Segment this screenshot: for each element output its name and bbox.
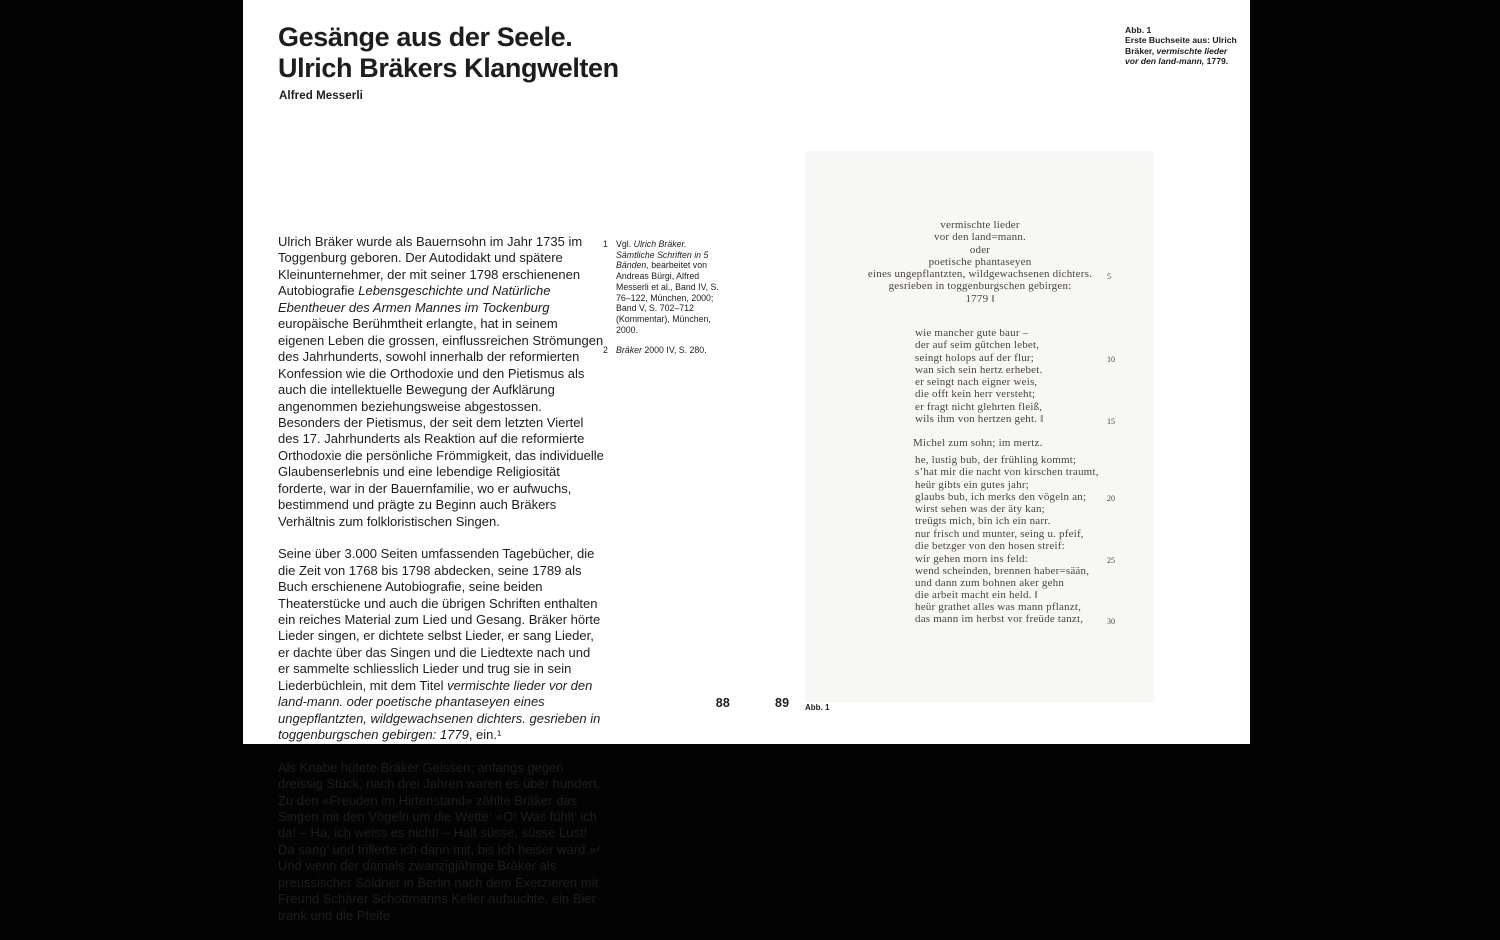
poem-line-text: vermischte lieder bbox=[940, 219, 1020, 231]
poem-line-text: wend scheinden, brennen haber=sään, bbox=[915, 564, 1090, 577]
poem-line-text: er fragt nicht glehrten fleiß, bbox=[915, 400, 1043, 413]
footnote bbox=[603, 345, 725, 356]
poem-line-text: treügts mich, bin ich ein narr. bbox=[915, 515, 1051, 528]
caption-line bbox=[1125, 56, 1257, 66]
text-run: , ein.¹ bbox=[468, 727, 502, 743]
figure-label: Abb. 1 bbox=[805, 703, 830, 712]
poem-line bbox=[915, 528, 1089, 540]
italic-text-run: vermischte lieder bbox=[1156, 45, 1228, 56]
poem-line-text: wils ihm von hertzen geht. ‖ bbox=[915, 413, 1044, 426]
poem-line-text: eines ungepflantzten, wildgewachsenen dichters. bbox=[867, 268, 1093, 281]
poem-line bbox=[915, 339, 1043, 351]
poem-line-text: die offt kein herr versteht; bbox=[915, 388, 1036, 401]
poem-line-text: der auf seim gütchen lebet, bbox=[915, 339, 1040, 352]
poem-line-number: 10 bbox=[1107, 355, 1115, 365]
poem-line bbox=[915, 388, 1043, 400]
page-number-left: 88 bbox=[715, 696, 730, 710]
text-run: Bräker, bbox=[1125, 45, 1157, 56]
article-title bbox=[278, 22, 619, 84]
poem-line-text: he, lustig bub, der frühling kommt; bbox=[915, 454, 1077, 466]
italic-text-run: vor den land-mann, bbox=[1125, 55, 1205, 66]
poem-line-text: das mann im herbst vor freüde tanzt, bbox=[915, 613, 1084, 626]
poem-line-number: 5 bbox=[1107, 271, 1111, 281]
poem-line bbox=[915, 479, 1099, 491]
poem-stanza bbox=[915, 327, 1115, 426]
poem-line-text: wirst sehen was der äty kan; bbox=[915, 503, 1045, 516]
poem-line bbox=[915, 401, 1043, 413]
caption-line bbox=[1125, 46, 1257, 56]
poem-line bbox=[915, 413, 1115, 426]
poem-line-text: gesrieben in toggenburgschen gebirgen: bbox=[888, 280, 1072, 293]
text-run: Erste Buchseite aus: Ulrich bbox=[1125, 35, 1237, 46]
poem-line bbox=[820, 219, 1140, 231]
poem-line bbox=[915, 454, 1099, 466]
poem-subheading bbox=[913, 437, 1043, 449]
poem-line-text: heür gibts ein gutes jahr; bbox=[915, 478, 1029, 491]
text-run: Als Knabe hütete Bräker Geissen; anfangs gegen dreissig Stück, nach drei Jahren waren es über hundert. Zu den «Freuden im Hirtenstand» zählte Bräker das Singen mit den Vögeln um die Wette: «O! Was fühlt’ ich da! – Ha, ich weiss es nicht! – Halt süsse, süsse Lust! Da sang’ und trillerte ich dann mit, bis ich heiser ward.»² Und wenn der damals zwanzigjährige Bräker als preussischer Söldner in Berlin nach dem Exerzieren mit Freund Schärer Schottmanns Keller aufsuchte, ein Bier trank und die Pfeife bbox=[278, 759, 601, 923]
poem-line bbox=[820, 293, 1140, 305]
poem-line-number: 20 bbox=[1107, 494, 1115, 504]
text-run: 1779. bbox=[1204, 55, 1229, 66]
poem-line bbox=[915, 589, 1089, 601]
poem-line bbox=[820, 231, 1140, 243]
text-run: 2000 IV, S. 280. bbox=[641, 345, 707, 356]
footnotes-column bbox=[603, 239, 725, 366]
italic-text-run: Ulrich Bräker. Sämtliche Schriften in 5 Bänden, bbox=[616, 239, 709, 271]
poem-line-text: Michel zum sohn; im mertz. bbox=[913, 437, 1043, 449]
caption-line bbox=[1125, 35, 1257, 45]
paragraph bbox=[278, 546, 604, 743]
poem-line-number: 30 bbox=[1107, 616, 1115, 626]
poem-line bbox=[820, 268, 1140, 280]
poem-stanza bbox=[915, 528, 1115, 602]
poem-line bbox=[915, 490, 1115, 504]
poem-line bbox=[820, 280, 1140, 292]
poem-stanza bbox=[915, 454, 1115, 528]
caption-line bbox=[1125, 25, 1257, 35]
page-number-right: 89 bbox=[775, 696, 790, 710]
poem-line-text: vor den land=mann. bbox=[934, 231, 1026, 244]
poem-line bbox=[915, 503, 1099, 515]
poem-line-text: und dann zum bohnen aker gehn bbox=[915, 577, 1065, 590]
footnote-number: 1 bbox=[603, 239, 608, 249]
poem-line bbox=[915, 613, 1115, 626]
poem-line bbox=[915, 565, 1089, 577]
article-author: Alfred Messerli bbox=[279, 90, 363, 102]
poem-line-text: oder bbox=[969, 243, 991, 256]
poem-line-text: seingt holops auf der flur; bbox=[915, 351, 1035, 364]
poem-line-text: nur frisch und munter, seing u. pfeif, bbox=[915, 528, 1084, 540]
poem-line-text: wir gehen morn ins feld: bbox=[915, 552, 1028, 565]
poem-line-number: 25 bbox=[1107, 556, 1115, 566]
poem-line-text: er seingt nach eigner weis, bbox=[915, 376, 1038, 389]
footnote bbox=[603, 239, 725, 335]
facsimile-book-page bbox=[805, 151, 1154, 702]
poem-line-text: s’hat mir die nacht von kirschen traumt, bbox=[915, 466, 1099, 479]
article-title-line2: Ulrich Bräkers Klangwelten bbox=[278, 53, 619, 83]
poem-line bbox=[820, 256, 1140, 268]
article-title-line1: Gesänge aus der Seele. bbox=[278, 22, 573, 52]
poem-line bbox=[915, 351, 1115, 365]
poem-line-text: die betzger von den hosen streif: bbox=[915, 540, 1065, 553]
poem-line bbox=[915, 327, 1043, 339]
text-run: Abb. 1 bbox=[1125, 25, 1152, 35]
poem-line bbox=[915, 364, 1043, 376]
poem-line-text: poetische phantaseyen bbox=[928, 255, 1032, 268]
poem-line-text: glaubs bub, ich merks den vögeln an; bbox=[915, 490, 1087, 503]
poem-line bbox=[915, 577, 1089, 589]
poem-line-text: wan sich sein hertz erhebet. bbox=[915, 363, 1043, 376]
poem-line bbox=[915, 540, 1089, 552]
poem-line bbox=[913, 437, 1043, 449]
poem-line bbox=[915, 552, 1115, 566]
text-run: europäische Berühmtheit erlangte, hat in seinem eigenen Leben die grossen, einflussreichen Strömungen des Jahrhunderts, sowohl innerhalb der reformierten Konfession wie die Orthodoxie und den Pietismus als auch die intellektuelle Bewegung der Aufklärung angenommen beziehungsweise abgestossen. Besonders der Pietismus, der seit dem letzten Viertel des 17. Jahrhunderts als Reaktion auf die reformierte Orthodoxie die persönliche Frömmigkeit, das individuelle Glaubenserlebnis und eine lebendige Religiosität forderte, war in der Bauernfamilie, wo er aufwuchs, bestimmend und prägte zu Beginn auch Bräkers Verhältnis zum folkloristischen Singen. bbox=[278, 316, 604, 529]
figure-caption bbox=[1125, 25, 1257, 66]
poem-line bbox=[915, 376, 1043, 388]
text-run: Ulrich Bräker wurde als Bauernsohn im Jahr 1735 im Toggenburg geboren. Der Autodidakt und spätere Kleinunternehmer, der mit seiner 1798 erschienenen Autobiografie bbox=[278, 234, 583, 299]
poem-line-text: die arbeit macht ein held. ‖ bbox=[915, 589, 1038, 602]
book-spread bbox=[243, 0, 1250, 923]
poem-line bbox=[820, 244, 1140, 256]
article-body-text bbox=[278, 234, 604, 940]
poem-line-number: 15 bbox=[1107, 416, 1115, 426]
poem-line bbox=[915, 466, 1099, 478]
poem-stanza bbox=[915, 601, 1115, 626]
paragraph bbox=[278, 234, 604, 530]
footnote-text bbox=[616, 345, 725, 356]
italic-text-run: Lebensgeschichte und Natürliche Ebentheuer des Armen Mannes im Tockenburg bbox=[278, 283, 551, 315]
text-run: bearbeitet von Andreas Bürgi, Alfred Messerli et al., Band IV, S. 76–122, München, 2000; Band V, S. 702–712 (Kommentar), München, 2000. bbox=[616, 260, 719, 335]
footnote-text bbox=[616, 239, 725, 335]
poem-line-text: 1779 ‖ bbox=[965, 292, 995, 305]
italic-text-run: vermischte lieder vor den land-mann. oder poetische phantaseyen eines ungepflantzten, wildgewachsenen dichters. gesrieben in toggenburgschen gebirgen: 1779 bbox=[278, 677, 601, 743]
footnote-number: 2 bbox=[603, 345, 608, 356]
poem-line-text: heür grathet alles was mann pflanzt, bbox=[915, 601, 1082, 613]
italic-text-run: Bräker bbox=[616, 345, 642, 356]
poem-title-block bbox=[820, 219, 1140, 305]
text-run: Vgl. bbox=[616, 239, 634, 249]
paragraph bbox=[278, 760, 604, 925]
poem-line bbox=[915, 515, 1099, 527]
text-run: Seine über 3.000 Seiten umfassenden Tagebücher, die die Zeit von 1768 bis 1798 abdecken, seine 1789 als Buch erschienene Autobiografie, seine beiden Theaterstücke und auch die übrigen Schriften enthalten ein reiches Material zum Lied und Gesang. Bräker hörte Lieder singen, er dichtete selbst Lieder, er sang Lieder, er dachte über das Singen und die Liedtexte nach und er sammelte schliesslich Lieder und trug sie in sein Liederbüchlein, mit dem Titel bbox=[278, 546, 601, 693]
poem-line-text: wie mancher gute baur – bbox=[915, 327, 1029, 339]
poem-line bbox=[915, 601, 1083, 613]
